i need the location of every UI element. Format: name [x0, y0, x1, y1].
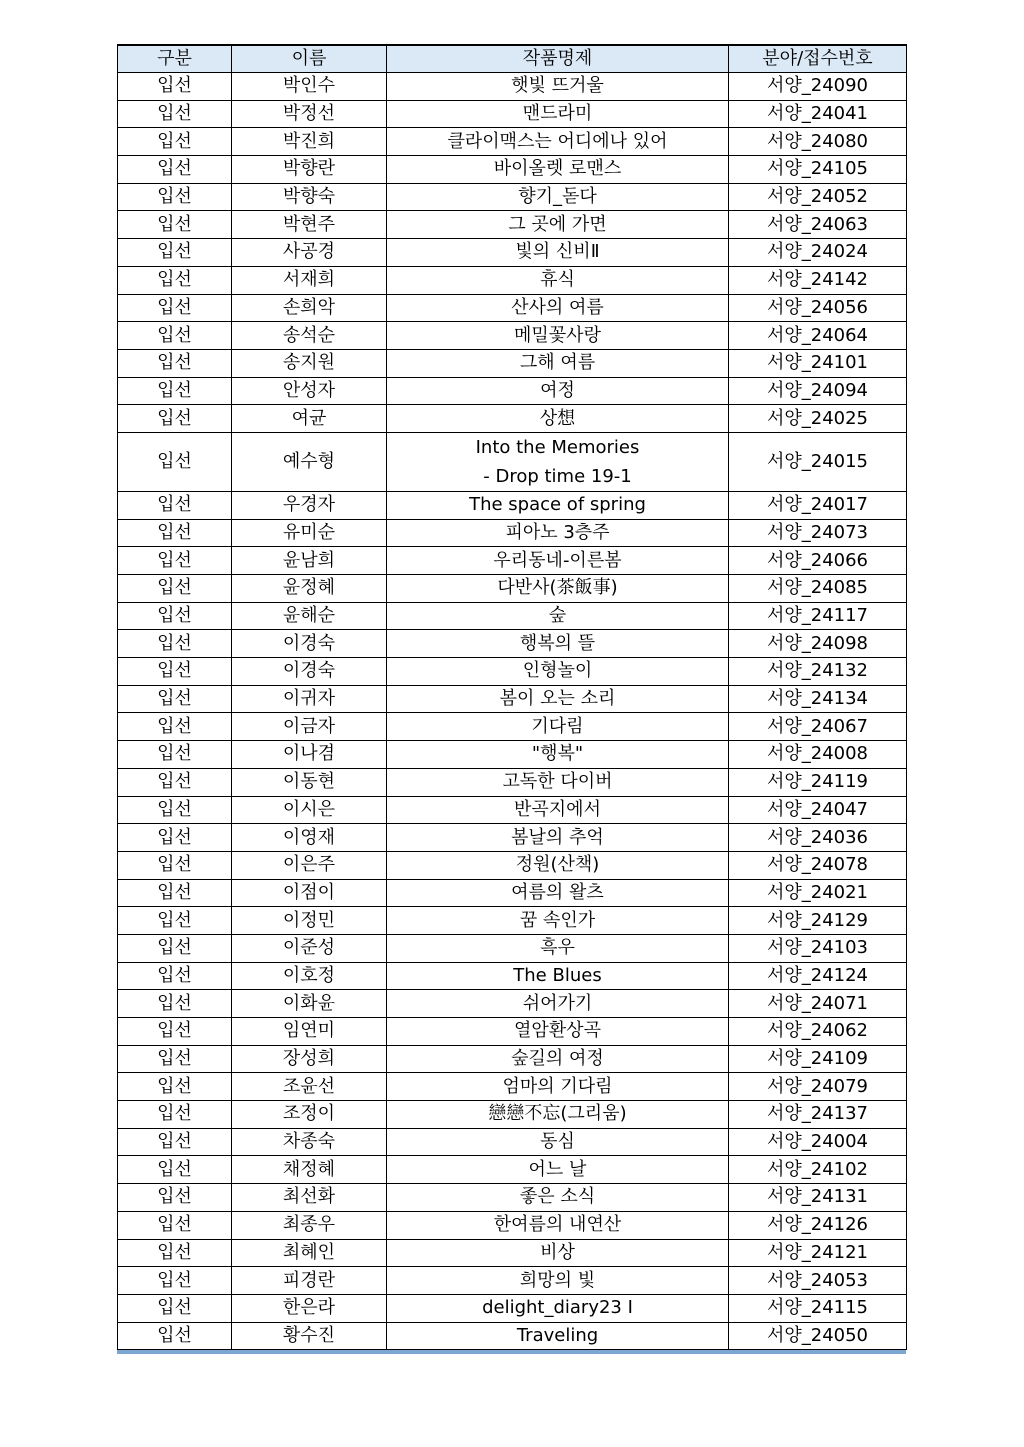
cell-name: 손희악 — [232, 294, 387, 322]
cell-title: 빛의 신비Ⅱ — [387, 239, 729, 267]
cell-name: 이나겸 — [232, 741, 387, 769]
cell-category: 입선 — [118, 602, 232, 630]
cell-code: 서양_24052 — [729, 183, 907, 211]
cell-category: 입선 — [118, 1101, 232, 1129]
cell-code: 서양_24094 — [729, 377, 907, 405]
cell-category: 입선 — [118, 156, 232, 184]
cell-title: 열암환상곡 — [387, 1018, 729, 1046]
cell-category: 입선 — [118, 377, 232, 405]
cell-code: 서양_24124 — [729, 962, 907, 990]
header-name: 이름 — [232, 45, 387, 73]
cell-code: 서양_24117 — [729, 602, 907, 630]
cell-name: 박현주 — [232, 211, 387, 239]
cell-code: 서양_24098 — [729, 630, 907, 658]
cell-category: 입선 — [118, 1211, 232, 1239]
cell-title: 피아노 3층주 — [387, 519, 729, 547]
cell-name: 유미순 — [232, 519, 387, 547]
cell-code: 서양_24008 — [729, 741, 907, 769]
cell-category: 입선 — [118, 1294, 232, 1322]
table-row — [118, 100, 907, 128]
cell-title: 맨드라미 — [387, 100, 729, 128]
cell-title: 기다림 — [387, 713, 729, 741]
cell-code: 서양_24079 — [729, 1073, 907, 1101]
cell-code: 서양_24102 — [729, 1156, 907, 1184]
table-row — [118, 1101, 907, 1129]
cell-title: 戀戀不忘(그리움) — [387, 1101, 729, 1129]
cell-category: 입선 — [118, 1322, 232, 1350]
cell-title: The space of spring — [387, 491, 729, 519]
table-row — [118, 934, 907, 962]
cell-code: 서양_24017 — [729, 491, 907, 519]
cell-code: 서양_24047 — [729, 796, 907, 824]
cell-code: 서양_24103 — [729, 934, 907, 962]
cell-code: 서양_24137 — [729, 1101, 907, 1129]
cell-title: 여름의 왈츠 — [387, 879, 729, 907]
cell-name: 임연미 — [232, 1018, 387, 1046]
cell-code: 서양_24119 — [729, 768, 907, 796]
cell-category: 입선 — [118, 741, 232, 769]
cell-category: 입선 — [118, 405, 232, 433]
cell-title: 흑우 — [387, 934, 729, 962]
table-row — [118, 183, 907, 211]
cell-code: 서양_24024 — [729, 239, 907, 267]
table-row — [118, 1294, 907, 1322]
cell-category: 입선 — [118, 100, 232, 128]
table-row — [118, 768, 907, 796]
cell-name: 송석순 — [232, 322, 387, 350]
cell-category: 입선 — [118, 322, 232, 350]
cell-code: 서양_24131 — [729, 1184, 907, 1212]
cell-code: 서양_24053 — [729, 1267, 907, 1295]
table-row — [118, 1211, 907, 1239]
cell-category: 입선 — [118, 851, 232, 879]
table-row — [118, 879, 907, 907]
cell-category: 입선 — [118, 519, 232, 547]
cell-category: 입선 — [118, 630, 232, 658]
table-header — [118, 45, 907, 73]
cell-code: 서양_24064 — [729, 322, 907, 350]
cell-code: 서양_24090 — [729, 73, 907, 101]
cell-title: 휴식 — [387, 266, 729, 294]
cell-name: 박정선 — [232, 100, 387, 128]
table-row — [118, 1156, 907, 1184]
cell-code: 서양_24126 — [729, 1211, 907, 1239]
cell-name: 이정민 — [232, 907, 387, 935]
cell-category: 입선 — [118, 1018, 232, 1046]
table-row — [118, 1018, 907, 1046]
cell-name: 이금자 — [232, 713, 387, 741]
header-category: 구분 — [118, 45, 232, 73]
cell-title: 엄마의 기다림 — [387, 1073, 729, 1101]
cell-category: 입선 — [118, 266, 232, 294]
table-row — [118, 73, 907, 101]
cell-category: 입선 — [118, 658, 232, 686]
cell-name: 최혜인 — [232, 1239, 387, 1267]
table-row — [118, 1128, 907, 1156]
cell-category: 입선 — [118, 934, 232, 962]
cell-category: 입선 — [118, 491, 232, 519]
cell-title: 그 곳에 가면 — [387, 211, 729, 239]
cell-title: 한여름의 내연산 — [387, 1211, 729, 1239]
cell-name: 황수진 — [232, 1322, 387, 1350]
cell-title: 숲길의 여정 — [387, 1045, 729, 1073]
cell-code: 서양_24080 — [729, 128, 907, 156]
cell-title: 좋은 소식 — [387, 1184, 729, 1212]
table-row — [118, 266, 907, 294]
cell-category: 입선 — [118, 575, 232, 603]
cell-code: 서양_24121 — [729, 1239, 907, 1267]
table-body — [118, 73, 907, 1350]
cell-category: 입선 — [118, 1128, 232, 1156]
table-row — [118, 322, 907, 350]
cell-title: 여정 — [387, 377, 729, 405]
cell-code: 서양_24073 — [729, 519, 907, 547]
cell-title: 행복의 뜰 — [387, 630, 729, 658]
table-row — [118, 239, 907, 267]
cell-title — [387, 432, 729, 491]
cell-name: 서재희 — [232, 266, 387, 294]
table-row — [118, 211, 907, 239]
table-row — [118, 796, 907, 824]
cell-code: 서양_24132 — [729, 658, 907, 686]
table-row — [118, 630, 907, 658]
cell-name: 이경숙 — [232, 658, 387, 686]
table-row — [118, 519, 907, 547]
header-row — [118, 45, 907, 73]
cell-category: 입선 — [118, 183, 232, 211]
title-line: - Drop time 19-1 — [483, 465, 632, 487]
table-row — [118, 685, 907, 713]
cell-category: 입선 — [118, 1156, 232, 1184]
cell-name: 이영재 — [232, 824, 387, 852]
table-row — [118, 907, 907, 935]
table-row — [118, 377, 907, 405]
cell-name: 피경란 — [232, 1267, 387, 1295]
cell-title: 상想 — [387, 405, 729, 433]
cell-code: 서양_24134 — [729, 685, 907, 713]
table-row — [118, 1073, 907, 1101]
cell-category: 입선 — [118, 907, 232, 935]
cell-code: 서양_24071 — [729, 990, 907, 1018]
cell-name: 사공경 — [232, 239, 387, 267]
cell-title: 봄날의 추억 — [387, 824, 729, 852]
cell-category: 입선 — [118, 349, 232, 377]
cell-code: 서양_24021 — [729, 879, 907, 907]
header-code: 분야/접수번호 — [729, 45, 907, 73]
table-row — [118, 1322, 907, 1350]
cell-name: 차종숙 — [232, 1128, 387, 1156]
cell-title: 반곡지에서 — [387, 796, 729, 824]
table-row — [118, 432, 907, 491]
cell-category: 입선 — [118, 713, 232, 741]
cell-name: 이귀자 — [232, 685, 387, 713]
cell-title: 동심 — [387, 1128, 729, 1156]
cell-name: 이호정 — [232, 962, 387, 990]
cell-title: 희망의 빛 — [387, 1267, 729, 1295]
table-row — [118, 658, 907, 686]
cell-name: 이준성 — [232, 934, 387, 962]
table-row — [118, 741, 907, 769]
cell-title: 고독한 다이버 — [387, 768, 729, 796]
cell-name: 안성자 — [232, 377, 387, 405]
cell-category: 입선 — [118, 685, 232, 713]
cell-name: 이동현 — [232, 768, 387, 796]
cell-name: 박향란 — [232, 156, 387, 184]
cell-title: 비상 — [387, 1239, 729, 1267]
cell-title: 정원(산책) — [387, 851, 729, 879]
table-row — [118, 1267, 907, 1295]
cell-title: 바이올렛 로맨스 — [387, 156, 729, 184]
cell-title: The Blues — [387, 962, 729, 990]
cell-name: 여균 — [232, 405, 387, 433]
cell-name: 박향숙 — [232, 183, 387, 211]
cell-name: 이은주 — [232, 851, 387, 879]
cell-name: 최종우 — [232, 1211, 387, 1239]
cell-code: 서양_24062 — [729, 1018, 907, 1046]
cell-name: 이시은 — [232, 796, 387, 824]
cell-code: 서양_24142 — [729, 266, 907, 294]
cell-category: 입선 — [118, 239, 232, 267]
cell-code: 서양_24078 — [729, 851, 907, 879]
cell-category: 입선 — [118, 73, 232, 101]
table-row — [118, 713, 907, 741]
cell-category: 입선 — [118, 211, 232, 239]
table-row — [118, 405, 907, 433]
table-row — [118, 1239, 907, 1267]
table-row — [118, 851, 907, 879]
table-row — [118, 156, 907, 184]
cell-title: Traveling — [387, 1322, 729, 1350]
cell-name: 윤해순 — [232, 602, 387, 630]
cell-code: 서양_24063 — [729, 211, 907, 239]
cell-name: 예수형 — [232, 432, 387, 491]
table-row — [118, 962, 907, 990]
cell-name: 이경숙 — [232, 630, 387, 658]
cell-category: 입선 — [118, 962, 232, 990]
cell-title: 쉬어가기 — [387, 990, 729, 1018]
table-bottom-rule — [117, 1350, 906, 1354]
cell-category: 입선 — [118, 1267, 232, 1295]
cell-code: 서양_24056 — [729, 294, 907, 322]
award-table — [117, 44, 907, 1350]
cell-title: 햇빛 뜨거울 — [387, 73, 729, 101]
cell-name: 윤남희 — [232, 547, 387, 575]
cell-title: 우리동네-이른봄 — [387, 547, 729, 575]
cell-category: 입선 — [118, 128, 232, 156]
cell-title: 숲 — [387, 602, 729, 630]
cell-title: 어느 날 — [387, 1156, 729, 1184]
cell-title: 봄이 오는 소리 — [387, 685, 729, 713]
cell-code: 서양_24101 — [729, 349, 907, 377]
cell-code: 서양_24115 — [729, 1294, 907, 1322]
cell-name: 송지원 — [232, 349, 387, 377]
cell-category: 입선 — [118, 879, 232, 907]
cell-code: 서양_24105 — [729, 156, 907, 184]
cell-title: 클라이맥스는 어디에나 있어 — [387, 128, 729, 156]
cell-code: 서양_24025 — [729, 405, 907, 433]
cell-title: delight_diary23 Ⅰ — [387, 1294, 729, 1322]
cell-title: 인형놀이 — [387, 658, 729, 686]
cell-code: 서양_24109 — [729, 1045, 907, 1073]
cell-code: 서양_24036 — [729, 824, 907, 852]
cell-name: 채정혜 — [232, 1156, 387, 1184]
cell-title: 메밀꽃사랑 — [387, 322, 729, 350]
cell-title: 꿈 속인가 — [387, 907, 729, 935]
cell-category: 입선 — [118, 796, 232, 824]
cell-category: 입선 — [118, 1239, 232, 1267]
cell-name: 박진희 — [232, 128, 387, 156]
cell-name: 조정이 — [232, 1101, 387, 1129]
cell-title: 향기_돋다 — [387, 183, 729, 211]
cell-category: 입선 — [118, 432, 232, 491]
table-row — [118, 1184, 907, 1212]
cell-name: 한은라 — [232, 1294, 387, 1322]
table-row — [118, 575, 907, 603]
cell-name: 이화윤 — [232, 990, 387, 1018]
table-row — [118, 990, 907, 1018]
header-title: 작품명제 — [387, 45, 729, 73]
table-row — [118, 1045, 907, 1073]
cell-category: 입선 — [118, 824, 232, 852]
cell-code: 서양_24004 — [729, 1128, 907, 1156]
cell-name: 장성희 — [232, 1045, 387, 1073]
results-sheet — [117, 44, 906, 1350]
table-row — [118, 547, 907, 575]
cell-category: 입선 — [118, 294, 232, 322]
cell-category: 입선 — [118, 768, 232, 796]
cell-code: 서양_24129 — [729, 907, 907, 935]
cell-code: 서양_24050 — [729, 1322, 907, 1350]
cell-name: 이점이 — [232, 879, 387, 907]
cell-code: 서양_24015 — [729, 432, 907, 491]
cell-category: 입선 — [118, 1073, 232, 1101]
cell-name: 최선화 — [232, 1184, 387, 1212]
cell-category: 입선 — [118, 990, 232, 1018]
cell-code: 서양_24085 — [729, 575, 907, 603]
cell-code: 서양_24041 — [729, 100, 907, 128]
cell-category: 입선 — [118, 1184, 232, 1212]
table-row — [118, 824, 907, 852]
cell-category: 입선 — [118, 547, 232, 575]
cell-name: 우경자 — [232, 491, 387, 519]
cell-name: 박인수 — [232, 73, 387, 101]
cell-title: 산사의 여름 — [387, 294, 729, 322]
table-row — [118, 294, 907, 322]
cell-code: 서양_24066 — [729, 547, 907, 575]
table-row — [118, 349, 907, 377]
cell-title: 그해 여름 — [387, 349, 729, 377]
cell-title: 다반사(茶飯事) — [387, 575, 729, 603]
title-line: Into the Memories — [475, 436, 640, 458]
table-row — [118, 491, 907, 519]
cell-name: 조윤선 — [232, 1073, 387, 1101]
table-row — [118, 128, 907, 156]
cell-code: 서양_24067 — [729, 713, 907, 741]
cell-category: 입선 — [118, 1045, 232, 1073]
cell-title: "행복" — [387, 741, 729, 769]
table-row — [118, 602, 907, 630]
cell-name: 윤정혜 — [232, 575, 387, 603]
